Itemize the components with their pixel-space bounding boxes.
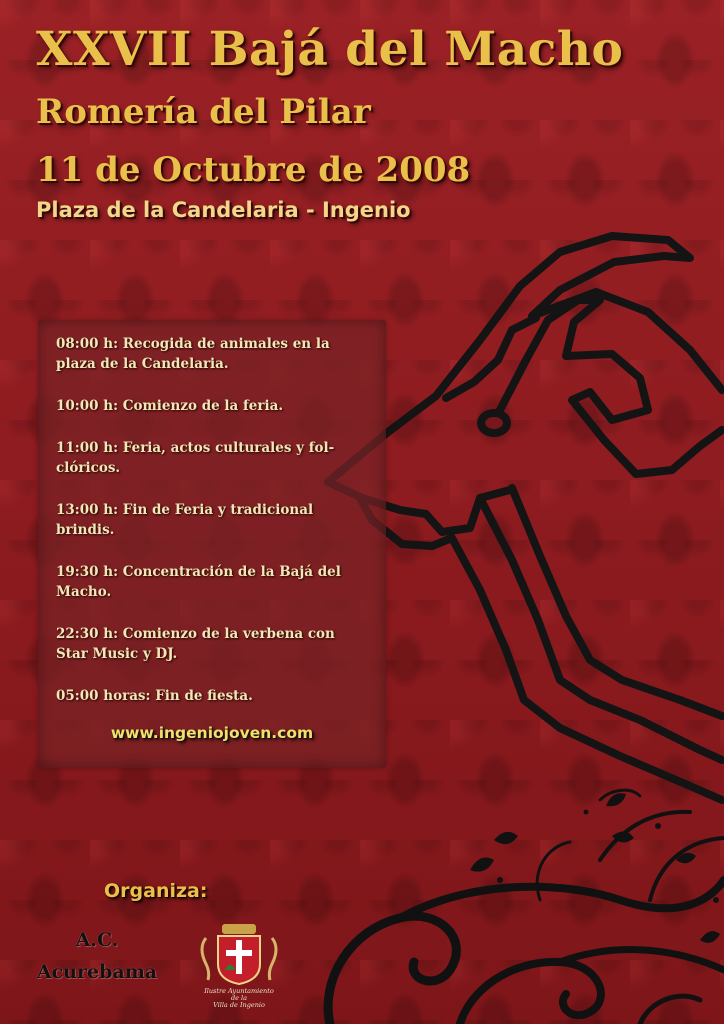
schedule-item: [56, 686, 370, 706]
event-date: 11 de Octubre de 2008: [36, 150, 471, 190]
schedule-item-line: Macho.: [56, 584, 112, 600]
schedule-item-line: 08:00 h: Recogida de animales en la: [56, 336, 330, 352]
poster-subtitle: Romería del Pilar: [36, 92, 371, 132]
organizer-label: Organiza:: [104, 880, 208, 902]
schedule-item: [56, 396, 370, 416]
organizer-name: [22, 924, 172, 988]
schedule-item: [56, 624, 370, 664]
crest-caption: [198, 988, 280, 1009]
schedule-item: [56, 438, 370, 478]
organizer-name-line: Acurebama: [36, 961, 158, 983]
schedule-item-line: 05:00 horas: Fin de fiesta.: [56, 688, 253, 704]
schedule-item-line: 13:00 h: Fin de Feria y tradicional: [56, 502, 314, 518]
crest-caption-line: de la: [230, 994, 248, 1002]
schedule-item-line: 11:00 h: Feria, actos culturales y fol-: [56, 440, 335, 456]
crest-caption-line: Ilustre Ayuntamiento: [204, 987, 274, 995]
schedule-item: [56, 500, 370, 540]
schedule-item-line: plaza de la Candelaria.: [56, 356, 229, 372]
schedule-item-line: Star Music y DJ.: [56, 646, 178, 662]
schedule-item-line: 19:30 h: Concentración de la Bajá del: [56, 564, 341, 580]
website-link[interactable]: www.ingeniojoven.com: [110, 724, 314, 742]
schedule-item-line: 10:00 h: Comienzo de la feria.: [56, 398, 284, 414]
organizer-name-line: A.C.: [75, 929, 119, 951]
schedule-item-line: brindis.: [56, 522, 115, 538]
poster-title: XXVII Bajá del Macho: [36, 22, 624, 77]
crest-caption-line: Villa de Ingenio: [213, 1001, 265, 1009]
schedule-item: [56, 562, 370, 602]
schedule-item-line: 22:30 h: Comienzo de la verbena con: [56, 626, 335, 642]
event-place: Plaza de la Candelaria - Ingenio: [36, 198, 411, 222]
schedule-panel: [38, 320, 386, 768]
schedule-item: [56, 334, 370, 374]
schedule-item-line: clóricos.: [56, 460, 121, 476]
